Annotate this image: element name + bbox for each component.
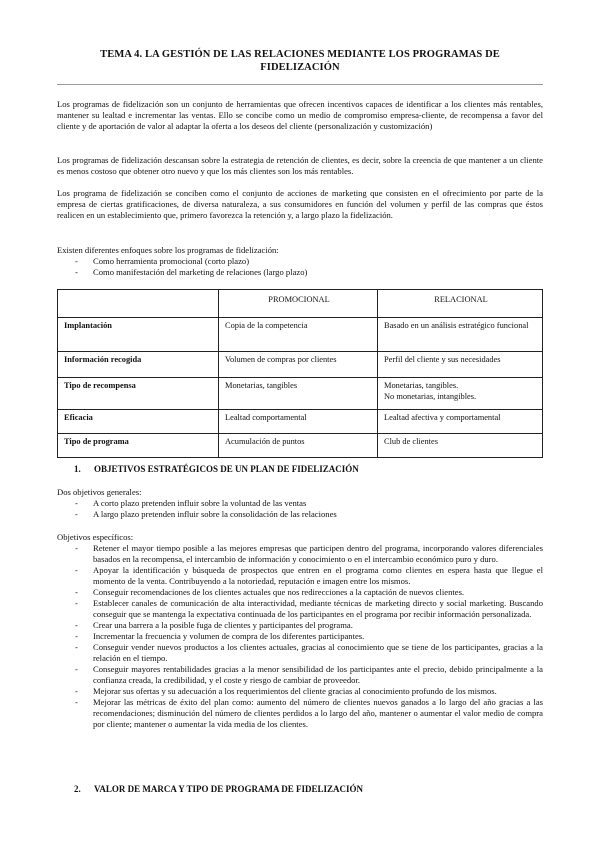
table-row: [58, 434, 543, 458]
cell-relacional: Monetarias, tangibles. No monetarias, intangibles.: [378, 378, 543, 410]
specific-objectives-intro: Objetivos específicos:: [57, 532, 134, 542]
list-item: - Apoyar la identificación y búsqueda de prospectos que entren en el programa como clientes en espera hasta que llegue el momento de la venta. Contribuyendo a la notoriedad, reputación e imagen entre los mismos.: [57, 565, 543, 587]
cell-relacional: Perfil del cliente y sus necesidades: [378, 352, 543, 378]
list-item: - A corto plazo pretenden influir sobre la voluntad de las ventas: [57, 498, 543, 509]
list-item: - Conseguir mayores rentabilidades gracias a la menor sensibilidad de los participantes ante el precio, debido principalmente a la confianza creada, la credibilidad, y el coste y riesgo de cambiar de proveedor.: [57, 664, 543, 686]
list-item: - Como manifestación del marketing de relaciones (largo plazo): [57, 267, 543, 278]
row-label: Tipo de programa: [58, 434, 219, 458]
specific-objectives-list: [57, 543, 543, 730]
section-1-heading: [74, 464, 359, 475]
table-row: [58, 352, 543, 378]
list-item: - Incrementar la frecuencia y volumen de compra de los diferentes participantes.: [57, 631, 543, 642]
cell-relacional: Basado en un análisis estratégico funcional: [378, 318, 543, 352]
general-objectives-intro: Dos objetivos generales:: [57, 487, 142, 497]
cell-relacional: Club de clientes: [378, 434, 543, 458]
table-header-relacional: RELACIONAL: [378, 290, 543, 318]
approaches-intro: Existen diferentes enfoques sobre los programas de fidelización:: [57, 245, 279, 255]
document-title: TEMA 4. LA GESTIÓN DE LAS RELACIONES MEDIANTE LOS PROGRAMAS DE FIDELIZACIÓN: [100, 49, 500, 73]
table-header-row: [58, 290, 543, 318]
cell-promocional: Volumen de compras por clientes: [219, 352, 378, 378]
list-item: - Establecer canales de comunicación de alta interactividad, mediante técnicas de marketing directo y social marketing. Buscando conseguir que se mantenga la expectativa continuada de los participantes en el programa por recibir información personalizada.: [57, 598, 543, 620]
row-label: Tipo de recompensa: [58, 378, 219, 410]
cell-promocional: Lealtad comportamental: [219, 410, 378, 434]
list-item: - Como herramienta promocional (corto plazo): [57, 256, 543, 267]
table-row: [58, 410, 543, 434]
row-label: Implantación: [58, 318, 219, 352]
section-2-title: VALOR DE MARCA Y TIPO DE PROGRAMA DE FIDELIZACIÓN: [94, 784, 364, 794]
table-header-promocional: PROMOCIONAL: [219, 290, 378, 318]
table-row: [58, 378, 543, 410]
intro-paragraph-2: Los programas de fidelización descansan sobre la estrategia de retención de clientes, es decir, sobre la creencia de que mantener a un cliente es menos costoso que obtener otro nuevo y que los más clientes son los más rentables.: [57, 155, 543, 176]
title-divider: [57, 84, 543, 85]
intro-paragraph-1: Los programas de fidelización son un conjunto de herramientas que ofrecen incentivos capaces de identificar a los clientes más rentables, mantener su lealtad e incrementar las ventas. Ello se concibe como un medio de compromiso empresa-cliente, de recompensa a favor del cliente y de aportación de valor al adaptar la oferta a los deseos del cliente (personalización y customización): [57, 99, 543, 131]
general-objectives-list: [57, 498, 543, 520]
row-label: Información recogida: [58, 352, 219, 378]
list-item: - Mejorar sus ofertas y su adecuación a los requerimientos del cliente gracias al conocimiento profundo de los mismos.: [57, 686, 543, 697]
section-2-heading: [74, 784, 363, 795]
list-item: - Mejorar las métricas de éxito del plan como: aumento del número de clientes nuevos ganados a lo largo del año gracias a las recomendaciones; disminución del número de clientes perdidos a lo largo del año, mantener o aumentar el valor medio de compra por cliente; mantener o aumentar la vida media de los clientes.: [57, 697, 543, 730]
list-item: - Crear una barrera a la posible fuga de clientes y participantes del programa.: [57, 620, 543, 631]
table-header-empty: [58, 290, 219, 318]
section-1-number: 1.: [74, 464, 81, 474]
intro-paragraph-3: Los programa de fidelización se conciben como el conjunto de acciones de marketing que consisten en el ofrecimiento por parte de la empresa de ciertas gratificaciones, de diversa naturaleza, a sus consumidores en función del volumen y perfil de las compras que éstos realicen en un establecimiento que, primero favorezca la retención y, a largo plazo la fidelización.: [57, 188, 543, 220]
table-row: [58, 318, 543, 352]
section-1-title: OBJETIVOS ESTRATÉGICOS DE UN PLAN DE FIDELIZACIÓN: [94, 464, 359, 474]
comparison-table: [57, 289, 543, 458]
section-2-number: 2.: [74, 784, 81, 794]
list-item: - A largo plazo pretenden influir sobre la consolidación de las relaciones: [57, 509, 543, 520]
row-label: Eficacia: [58, 410, 219, 434]
cell-promocional: Monetarias, tangibles: [219, 378, 378, 410]
cell-relacional: Lealtad afectiva y comportamental: [378, 410, 543, 434]
list-item: - Conseguir recomendaciones de los clientes actuales que nos redirecciones a la captación de nuevos clientes.: [57, 587, 543, 598]
cell-promocional: Copia de la competencia: [219, 318, 378, 352]
approaches-list: [57, 256, 543, 278]
list-item: - Conseguir vender nuevos productos a los clientes actuales, gracias al conocimiento que se tiene de los participantes, gracias a la relación en el tiempo.: [57, 642, 543, 664]
list-item: - Retener el mayor tiempo posible a las mejores empresas que participen dentro del programa, incorporando valores diferenciales basados en la recompensa, el intercambio de información y conocimiento o en el intercambio económico puro y duro.: [57, 543, 543, 565]
cell-promocional: Acumulación de puntos: [219, 434, 378, 458]
